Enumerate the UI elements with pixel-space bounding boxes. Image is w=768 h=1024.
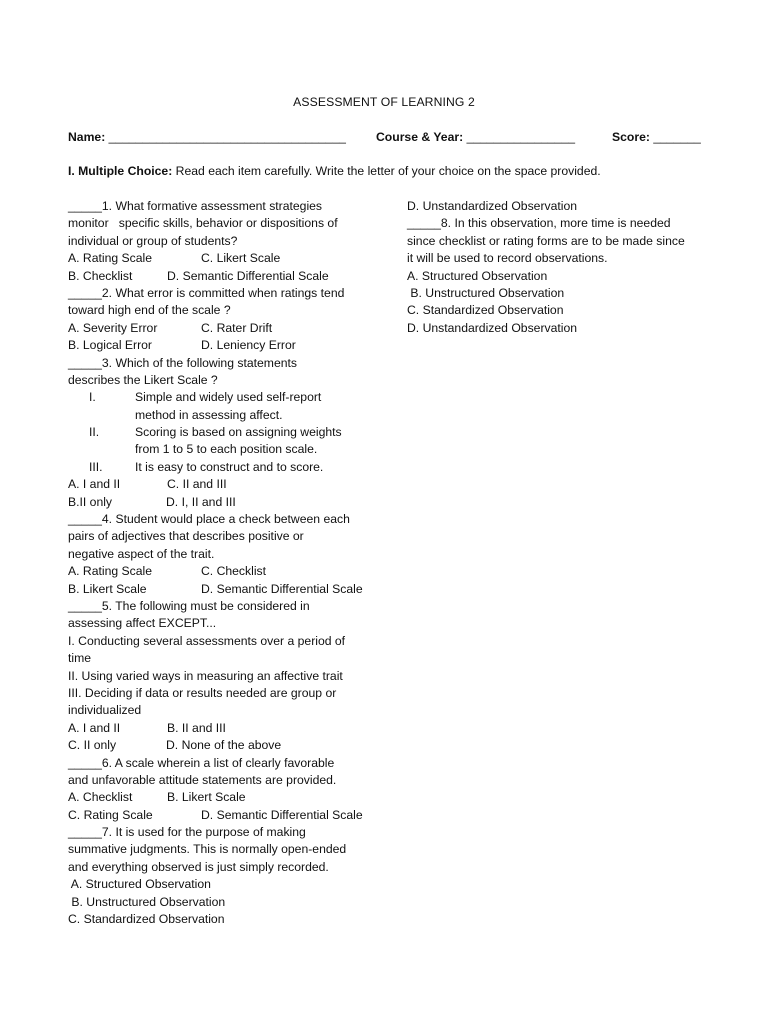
question-stem: _____5. The following must be considered in [68, 598, 310, 613]
roman-numeral: II. [89, 425, 100, 440]
answer-options-row [68, 789, 368, 806]
question-text-line: toward high end of the scale ? [68, 303, 231, 318]
question-text-line: A. Structured Observation [68, 877, 211, 892]
question-text-line: III. Deciding if data or results needed are group or [68, 685, 337, 700]
answer-option: D. None of the above [166, 738, 282, 753]
answer-options-row [68, 720, 368, 737]
answer-option: C. II only [68, 738, 117, 753]
question-text-line: I. Conducting several assessments over a period of [68, 633, 346, 648]
instructions [68, 163, 708, 180]
answer-option: B. Likert Scale [167, 790, 246, 805]
right-question-column [407, 198, 707, 337]
question-text-line: assessing affect EXCEPT... [68, 616, 217, 631]
roman-statement [68, 389, 368, 406]
answer-option: B. Logical Error [68, 338, 152, 353]
answer-option: A. Checklist [68, 790, 133, 805]
answer-options-row [68, 494, 368, 511]
question-text-line: B. Unstructured Observation [68, 894, 226, 909]
score-label: Score: [612, 130, 650, 144]
answer-options-row [68, 581, 368, 598]
answer-option: C. Likert Scale [201, 251, 281, 266]
answer-option: B. II and III [167, 720, 226, 735]
statement-text: Scoring is based on assigning weights [135, 425, 342, 440]
question-stem: _____6. A scale wherein a list of clearly favorable [68, 755, 335, 770]
question-text-line: since checklist or rating forms are to be made since [407, 233, 685, 248]
course-year-field [376, 129, 575, 146]
instructions-text: Read each item carefully. Write the letter of your choice on the space provided. [172, 164, 601, 178]
answer-option: B. Likert Scale [68, 581, 147, 596]
question-text-line: D. Unstandardized Observation [407, 199, 578, 213]
question-stem: _____4. Student would place a check between each [68, 512, 350, 527]
instructions-heading: I. Multiple Choice: [68, 164, 173, 178]
course-year-label: Course & Year: [376, 130, 464, 144]
question-text-line: negative aspect of the trait. [68, 546, 215, 561]
answer-options-row [68, 737, 368, 754]
answer-option: D. I, II and III [166, 494, 236, 509]
course-year-blank: ________________ [466, 130, 576, 144]
question-text-line: time [68, 651, 92, 666]
score-blank: _______ [653, 130, 701, 144]
question-stem: _____1. What formative assessment strategies [68, 199, 323, 213]
answer-options-row [68, 250, 368, 267]
answer-option: A. Rating Scale [68, 564, 153, 579]
answer-options-row [68, 807, 368, 824]
roman-statement [68, 407, 368, 424]
answer-option: A. Severity Error [68, 320, 158, 335]
question-stem: _____8. In this observation, more time is needed [407, 216, 671, 231]
question-text-line: individual or group of students? [68, 233, 238, 248]
question-text-line: II. Using varied ways in measuring an affective trait [68, 668, 343, 683]
name-field [68, 129, 346, 146]
answer-option: D. Leniency Error [201, 338, 296, 353]
question-stem: _____7. It is used for the purpose of making [68, 825, 306, 840]
answer-option: A. I and II [68, 720, 121, 735]
question-text-line: D. Unstandardized Observation [407, 320, 578, 335]
answer-options-row [68, 268, 368, 285]
answer-option: C. Rater Drift [201, 320, 273, 335]
left-question-column [68, 198, 368, 928]
answer-options-row [68, 320, 368, 337]
answer-option: A. Rating Scale [68, 251, 153, 266]
question-text-line: it will be used to record observations. [407, 251, 608, 266]
answer-options-row [68, 337, 368, 354]
statement-text: It is easy to construct and to score. [135, 459, 324, 474]
statement-text: from 1 to 5 to each position scale. [135, 442, 318, 457]
answer-option: D. Semantic Differential Scale [167, 268, 329, 283]
roman-statement [68, 459, 368, 476]
statement-text: Simple and widely used self-report [135, 390, 322, 405]
question-text-line: individualized [68, 703, 142, 718]
answer-options-row [68, 476, 368, 493]
answer-option: A. I and II [68, 477, 121, 492]
document-title: ASSESSMENT OF LEARNING 2 [293, 95, 475, 109]
question-text-line: and everything observed is just simply recorded. [68, 859, 329, 874]
question-stem: _____3. Which of the following statements [68, 355, 297, 370]
question-text-line: describes the Likert Scale ? [68, 372, 218, 387]
question-text-line: pairs of adjectives that describes positive or [68, 529, 304, 544]
answer-option: C. Checklist [201, 564, 267, 579]
question-text-line: C. Standardized Observation [407, 303, 564, 318]
question-text-line: monitor specific skills, behavior or dispositions of [68, 216, 338, 231]
answer-option: B.II only [68, 494, 113, 509]
statement-text: method in assessing affect. [135, 407, 283, 422]
answer-option: D. Semantic Differential Scale [201, 807, 363, 822]
answer-option: C. Rating Scale [68, 807, 153, 822]
score-field [612, 129, 701, 146]
answer-option: B. Checklist [68, 268, 133, 283]
roman-statement [68, 441, 368, 458]
question-text-line: B. Unstructured Observation [407, 285, 565, 300]
question-text-line: C. Standardized Observation [68, 912, 225, 927]
student-info-row [68, 129, 700, 146]
question-stem: _____2. What error is committed when ratings tend [68, 285, 345, 300]
roman-numeral: I. [89, 390, 96, 405]
roman-numeral: III. [89, 459, 103, 474]
question-text-line: summative judgments. This is normally open-ended [68, 842, 347, 857]
answer-options-row [68, 563, 368, 580]
roman-statement [68, 424, 368, 441]
question-text-line: A. Structured Observation [407, 268, 548, 283]
answer-option: C. II and III [167, 477, 227, 492]
answer-option: D. Semantic Differential Scale [201, 581, 363, 596]
name-label: Name: [68, 130, 106, 144]
question-text-line: and unfavorable attitude statements are provided. [68, 772, 337, 787]
name-blank: ___________________________________ [108, 130, 346, 144]
